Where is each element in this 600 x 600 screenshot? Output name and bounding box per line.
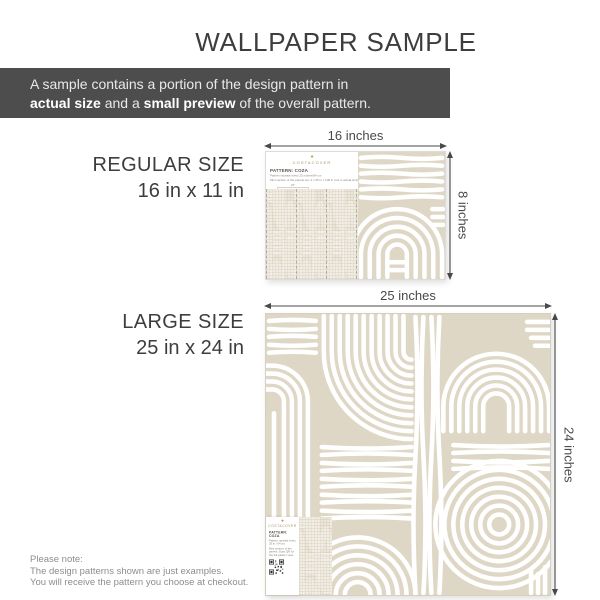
info-banner (0, 68, 450, 118)
pattern-name: PATTERN: COZA (269, 531, 288, 538)
banner-bold-small-preview: small preview (143, 95, 236, 111)
footnote-line1: Please note: (30, 554, 83, 565)
qr-code (269, 560, 284, 575)
brand-logo-icon: ✦ (280, 518, 285, 524)
regular-sample-text-block (266, 152, 358, 189)
regular-size-dimensions: 16 in x 11 in (137, 180, 244, 202)
pattern-mini-preview (299, 517, 332, 595)
footnote-line3: You will receive the pattern you choose at checkout. (30, 577, 249, 589)
large-width-dimension-label: 25 inches (380, 288, 436, 303)
banner-line1 (30, 75, 450, 94)
large-sample-card (265, 313, 551, 596)
pattern-description-line2: Mini version of the panels set: 4 x 25 in x 108 in (not in actual size) (270, 179, 358, 182)
banner-tail-text: of the overall pattern. (235, 95, 371, 111)
pattern-name: PATTERN: COZA (270, 168, 309, 173)
ruler-label: 25″ (290, 184, 296, 187)
brand-name: COSTACOVER (268, 524, 297, 528)
brand-logo-icon: ✦ (309, 154, 315, 160)
regular-width-dimension-label: 16 inches (327, 128, 384, 143)
pattern-description-line1: Pattern repeats every 25 inches/64 cm (270, 174, 322, 178)
regular-size-title: REGULAR SIZE (92, 154, 244, 176)
large-width-arrow (264, 302, 552, 310)
mini-preview-pattern-art (299, 517, 332, 595)
brand-name: COSTACOVER (292, 160, 332, 165)
banner-mid-text: and a (100, 95, 144, 111)
regular-size-label (60, 155, 244, 201)
mini-preview-pattern-art (266, 189, 358, 279)
panel-divider-line (296, 189, 297, 279)
regular-sample-info-panel (266, 152, 358, 279)
pattern-mini-preview (266, 189, 358, 279)
regular-sample-card (265, 151, 446, 280)
panel-divider-line (356, 189, 357, 279)
regular-height-dimension-label: 8 inches (455, 191, 471, 240)
regular-width-arrow (264, 142, 447, 150)
large-size-dimensions: 25 in x 24 in (136, 337, 244, 359)
banner-bold-actual-size: actual size (30, 95, 101, 111)
banner-line1-text: A sample contains a portion of the design pattern in (30, 76, 349, 92)
large-height-arrow (551, 313, 559, 596)
large-height-dimension-label: 24 inches (561, 426, 577, 483)
panel-divider-line (326, 189, 327, 279)
footnote-line2: The design patterns shown are just examples. (30, 565, 224, 577)
large-sample-text-block (266, 517, 299, 595)
page-title: WALLPAPER SAMPLE (195, 27, 477, 57)
large-size-label (60, 312, 244, 358)
large-size-title: LARGE SIZE (122, 311, 244, 333)
footnote (30, 554, 248, 589)
panel-divider-line (266, 189, 267, 279)
regular-height-arrow (446, 151, 454, 280)
pattern-description-para2: Mini version of the panels. Scan QR for the full pattern view. (269, 547, 295, 557)
large-sample-info-panel (266, 517, 299, 595)
banner-line2 (30, 94, 450, 113)
regular-actual-size-pattern (358, 152, 445, 279)
pattern-description-para1: Pattern repeats every 25 in / 64 cm (269, 539, 296, 546)
